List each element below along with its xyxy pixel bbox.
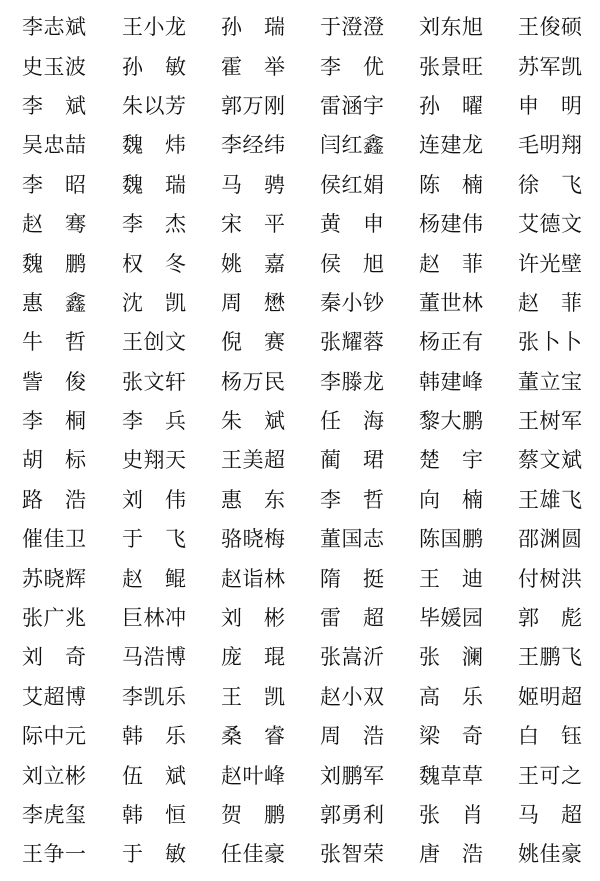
name-cell: 高 乐 xyxy=(419,684,484,709)
name-cell: 魏 鹏 xyxy=(22,251,87,276)
name-row xyxy=(0,481,600,520)
name-cell: 李 昭 xyxy=(22,172,87,197)
name-cell: 李 哲 xyxy=(320,487,385,512)
name-cell: 宋 平 xyxy=(221,212,286,237)
name-cell: 刘鹏军 xyxy=(320,763,385,788)
name-cell: 李 优 xyxy=(320,54,385,79)
name-cell: 王 凯 xyxy=(221,684,286,709)
name-cell: 杨建伟 xyxy=(419,212,484,237)
name-cell: 张 澜 xyxy=(419,645,484,670)
name-cell: 韩 乐 xyxy=(122,724,187,749)
name-row xyxy=(0,835,600,874)
name-cell: 陈国鹏 xyxy=(419,527,484,552)
name-row xyxy=(0,520,600,559)
name-cell: 李志斌 xyxy=(22,15,87,40)
name-cell: 张嵩沂 xyxy=(320,645,385,670)
name-cell: 隋 挺 xyxy=(320,566,385,591)
name-cell: 毕媛园 xyxy=(419,606,484,631)
name-cell: 雷 超 xyxy=(320,606,385,631)
name-cell: 李滕龙 xyxy=(320,369,385,394)
name-cell: 楚 宇 xyxy=(419,448,484,473)
name-cell: 郭 彪 xyxy=(518,606,583,631)
name-cell: 王雄飞 xyxy=(518,487,583,512)
name-row xyxy=(0,284,600,323)
name-cell: 张智荣 xyxy=(320,842,385,867)
name-cell: 刘 伟 xyxy=(122,487,187,512)
name-cell: 连建龙 xyxy=(419,133,484,158)
name-cell: 郭勇利 xyxy=(320,803,385,827)
name-cell: 黄 申 xyxy=(320,212,385,237)
name-row xyxy=(0,717,600,756)
name-cell: 张文轩 xyxy=(122,369,187,394)
name-cell: 张 肖 xyxy=(419,803,484,827)
name-cell: 马 骋 xyxy=(221,172,286,197)
name-cell: 王美超 xyxy=(221,448,286,473)
name-cell: 唐 浩 xyxy=(419,842,484,867)
name-cell: 李 桐 xyxy=(22,409,87,434)
name-cell: 桑 睿 xyxy=(221,724,286,749)
name-cell: 杨正有 xyxy=(419,330,484,355)
name-cell: 赵 菲 xyxy=(419,251,484,276)
name-cell: 胡 标 xyxy=(22,448,87,473)
name-cell: 李经纬 xyxy=(221,133,286,158)
name-cell: 许光壁 xyxy=(518,251,583,276)
name-row xyxy=(0,244,600,283)
name-cell: 王鹏飞 xyxy=(518,645,583,670)
name-cell: 魏草草 xyxy=(419,763,484,788)
name-row xyxy=(0,756,600,795)
name-cell: 路 浩 xyxy=(22,487,87,512)
name-row xyxy=(0,87,600,126)
name-cell: 倪 赛 xyxy=(221,330,286,355)
name-cell: 周 浩 xyxy=(320,724,385,749)
name-cell: 李 斌 xyxy=(22,93,87,118)
name-cell: 苏晓辉 xyxy=(22,566,87,591)
name-cell: 李凯乐 xyxy=(122,684,187,709)
name-row xyxy=(0,47,600,86)
name-cell: 杨万民 xyxy=(221,369,286,394)
name-cell: 牛 哲 xyxy=(22,330,87,355)
name-cell: 王争一 xyxy=(22,842,87,867)
name-cell: 邵渊圆 xyxy=(518,527,583,552)
name-cell: 赵 菲 xyxy=(518,290,583,315)
name-cell: 任佳豪 xyxy=(221,842,286,867)
name-cell: 王创文 xyxy=(122,330,187,355)
name-cell: 王树军 xyxy=(518,409,583,434)
name-cell: 吴忠喆 xyxy=(22,133,87,158)
name-cell: 赵 骞 xyxy=(22,212,87,237)
name-cell: 王可之 xyxy=(518,763,583,788)
name-cell: 周 懋 xyxy=(221,290,286,315)
name-cell: 王小龙 xyxy=(122,15,187,40)
name-cell: 惠 东 xyxy=(221,487,286,512)
name-cell: 史翔天 xyxy=(122,448,187,473)
name-cell: 王俊硕 xyxy=(518,15,583,40)
name-cell: 董国志 xyxy=(320,527,385,552)
name-row xyxy=(0,402,600,441)
name-cell: 魏 炜 xyxy=(122,133,187,158)
name-cell: 骆晓梅 xyxy=(221,527,286,552)
name-cell: 李 杰 xyxy=(122,212,187,237)
name-cell: 艾德文 xyxy=(518,212,583,237)
name-cell: 艾超博 xyxy=(22,684,87,709)
name-row xyxy=(0,441,600,480)
name-cell: 催佳卫 xyxy=(22,527,87,552)
name-cell: 刘 奇 xyxy=(22,645,87,670)
name-row xyxy=(0,205,600,244)
name-cell: 陈 楠 xyxy=(419,172,484,197)
name-cell: 付树洪 xyxy=(518,566,583,591)
name-cell: 赵诣林 xyxy=(221,566,286,591)
name-cell: 巨林冲 xyxy=(122,606,187,631)
name-row xyxy=(0,638,600,677)
name-cell: 权 冬 xyxy=(122,251,187,276)
name-cell: 韩 恒 xyxy=(122,803,187,827)
name-cell: 李 兵 xyxy=(122,409,187,434)
name-cell: 庞 琨 xyxy=(221,645,286,670)
name-cell: 刘 彬 xyxy=(221,606,286,631)
name-cell: 朱以芳 xyxy=(122,93,187,118)
name-cell: 马 超 xyxy=(518,803,583,827)
name-cell: 张景旺 xyxy=(419,54,484,79)
name-row xyxy=(0,126,600,165)
name-cell: 惠 鑫 xyxy=(22,290,87,315)
name-cell: 于 飞 xyxy=(122,527,187,552)
name-cell: 蔡文斌 xyxy=(518,448,583,473)
name-cell: 白 钰 xyxy=(518,724,583,749)
name-cell: 霍 举 xyxy=(221,54,286,79)
name-cell: 于澄澄 xyxy=(320,15,385,40)
name-row xyxy=(0,599,600,638)
name-cell: 申 明 xyxy=(518,93,583,118)
name-cell: 伍 斌 xyxy=(122,763,187,788)
name-cell: 侯 旭 xyxy=(320,251,385,276)
name-cell: 张耀蓉 xyxy=(320,330,385,355)
name-row xyxy=(0,559,600,598)
name-cell: 董世林 xyxy=(419,290,484,315)
name-cell: 沈 凯 xyxy=(122,290,187,315)
name-cell: 徐 飞 xyxy=(518,172,583,197)
name-cell: 姚佳豪 xyxy=(518,842,583,867)
name-cell: 于 敏 xyxy=(122,842,187,867)
name-row xyxy=(0,363,600,402)
name-cell: 闫红鑫 xyxy=(320,133,385,158)
name-cell: 王 迪 xyxy=(419,566,484,591)
name-cell: 任 海 xyxy=(320,409,385,434)
name-cell: 马浩博 xyxy=(122,645,187,670)
name-cell: 苏军凯 xyxy=(518,54,583,79)
name-cell: 孙 曜 xyxy=(419,93,484,118)
name-cell: 赵叶峰 xyxy=(221,763,286,788)
name-cell: 李虎玺 xyxy=(22,803,87,827)
name-cell: 訾 俊 xyxy=(22,369,87,394)
name-cell: 姚 嘉 xyxy=(221,251,286,276)
name-cell: 际中元 xyxy=(22,724,87,749)
name-cell: 董立宝 xyxy=(518,369,583,394)
name-cell: 张卜卜 xyxy=(518,330,583,355)
name-cell: 韩建峰 xyxy=(419,369,484,394)
name-row xyxy=(0,796,600,835)
name-cell: 刘东旭 xyxy=(419,15,484,40)
name-cell: 黎大鹏 xyxy=(419,409,484,434)
name-cell: 蔺 珺 xyxy=(320,448,385,473)
name-row xyxy=(0,678,600,717)
name-row xyxy=(0,323,600,362)
name-cell: 雷涵宇 xyxy=(320,93,385,118)
name-cell: 梁 奇 xyxy=(419,724,484,749)
name-row xyxy=(0,8,600,47)
name-cell: 赵小双 xyxy=(320,684,385,709)
name-cell: 赵 鲲 xyxy=(122,566,187,591)
name-cell: 侯红娟 xyxy=(320,172,385,197)
name-cell: 孙 瑞 xyxy=(221,15,286,40)
name-cell: 张广兆 xyxy=(22,606,87,631)
name-cell: 姬明超 xyxy=(518,684,583,709)
name-cell: 秦小钞 xyxy=(320,290,385,315)
name-cell: 毛明翔 xyxy=(518,133,583,158)
name-cell: 史玉波 xyxy=(22,54,87,79)
name-cell: 贺 鹏 xyxy=(221,803,286,827)
name-cell: 刘立彬 xyxy=(22,763,87,788)
name-cell: 孙 敏 xyxy=(122,54,187,79)
name-cell: 向 楠 xyxy=(419,487,484,512)
name-cell: 郭万刚 xyxy=(221,93,286,118)
name-cell: 朱 斌 xyxy=(221,409,286,434)
name-cell: 魏 瑞 xyxy=(122,172,187,197)
name-row xyxy=(0,166,600,205)
